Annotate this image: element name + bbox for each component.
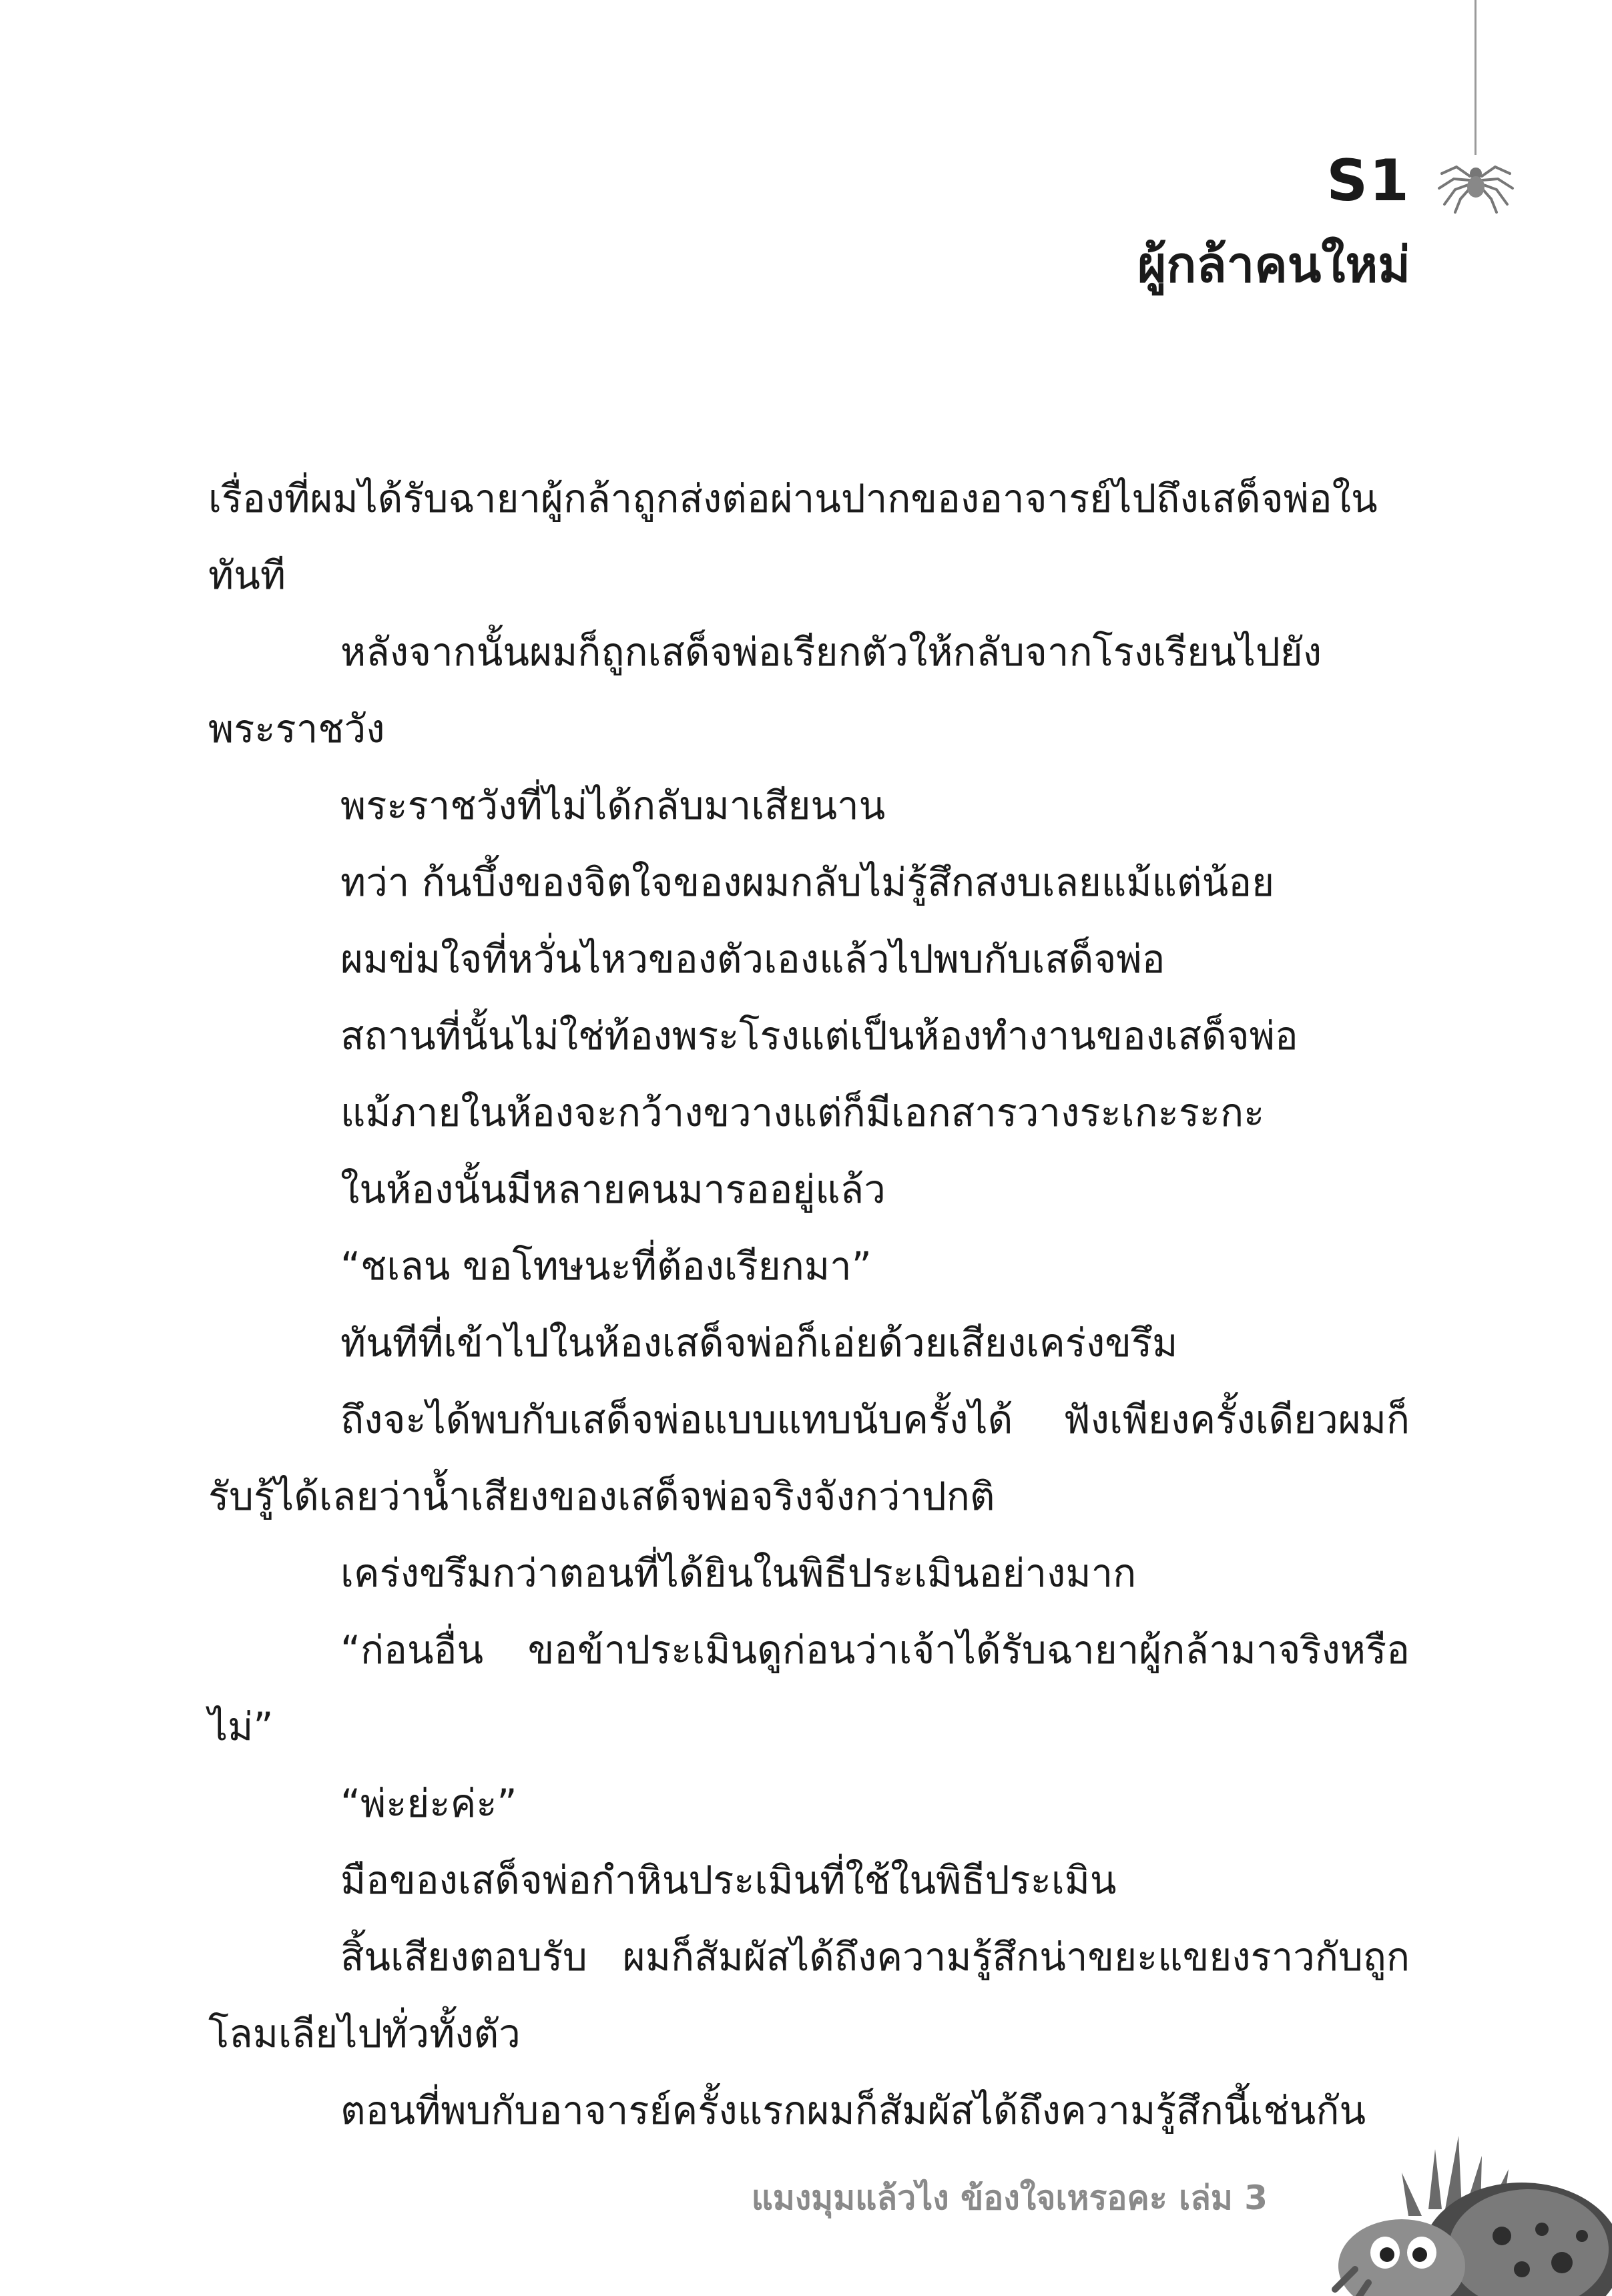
paragraph: พระราชวังที่ไม่ได้กลับมาเสียนาน xyxy=(340,783,886,828)
paragraph: ทันทีที่เข้าไปในห้องเสด็จพ่อก็เอ่ยด้วยเสียงเคร่งขรึม xyxy=(340,1320,1178,1366)
paragraph: “ชเลน ขอโทษนะที่ต้องเรียกมา” xyxy=(340,1243,872,1289)
paragraph: ตอนที่พบกับอาจารย์ครั้งแรกผมก็สัมผัสได้ถึงความรู้สึกนี้เช่นกัน xyxy=(340,2088,1366,2133)
paragraph: สถานที่นั้นไม่ใช่ท้องพระโรงแต่เป็นห้องทำงานของเสด็จพ่อ xyxy=(340,1013,1298,1059)
paragraph: เรื่องที่ผมได้รับฉายาผู้กล้าถูกส่งต่อผ่านปากของอาจารย์ไปถึงเสด็จพ่อในทันที xyxy=(208,476,1378,598)
paragraph: ในห้องนั้นมีหลายคนมารออยู่แล้ว xyxy=(340,1167,886,1212)
paragraph: ทว่า ก้นบึ้งของจิตใจของผมกลับไม่รู้สึกสงบเลยแม้แต่น้อย xyxy=(340,860,1275,905)
paragraph: หลังจากนั้นผมก็ถูกเสด็จพ่อเรียกตัวให้กลับจากโรงเรียนไปยังพระราชวัง xyxy=(208,629,1322,752)
chapter-number: S1 xyxy=(1326,148,1410,214)
paragraph: ผมข่มใจที่หวั่นไหวของตัวเองแล้วไปพบกับเสด็จพ่อ xyxy=(340,936,1165,982)
spider-thread xyxy=(1474,0,1476,155)
footer-book-title: แมงมุมแล้วไง ข้องใจเหรอคะ เล่ม 3 xyxy=(751,2179,1268,2217)
paragraph: สิ้นเสียงตอบรับ ผมก็สัมผัสได้ถึงความรู้สึกน่าขยะแขยงราวกับถูกโลมเลียไปทั่วทั้งตัว xyxy=(208,1934,1410,2056)
spider-mascot-icon xyxy=(1328,2109,1612,2296)
body-text xyxy=(208,461,1410,2149)
paragraph: เคร่งขรึมกว่าตอนที่ได้ยินในพิธีประเมินอย่างมาก xyxy=(340,1550,1137,1596)
paragraph: แม้ภายในห้องจะกว้างขวางแต่ก็มีเอกสารวางระเกะระกะ xyxy=(340,1090,1265,1135)
paragraph: มือของเสด็จพ่อกำหินประเมินที่ใช้ในพิธีประเมิน xyxy=(340,1857,1117,1903)
paragraph: “ก่อนอื่น ขอข้าประเมินดูก่อนว่าเจ้าได้รับฉายาผู้กล้ามาจริงหรือไม่” xyxy=(208,1627,1410,1749)
paragraph: ถึงจะได้พบกับเสด็จพ่อแบบแทบนับครั้งได้ ฟังเพียงครั้งเดียวผมก็รับรู้ได้เลยว่าน้ำเสียงของเสด็จพ่อจริงจังกว่าปกติ xyxy=(208,1397,1410,1519)
chapter-title: ผู้กล้าคนใหม่ xyxy=(1137,236,1410,294)
paragraph: “พ่ะย่ะค่ะ” xyxy=(340,1781,517,1826)
spider-icon xyxy=(1436,147,1515,214)
